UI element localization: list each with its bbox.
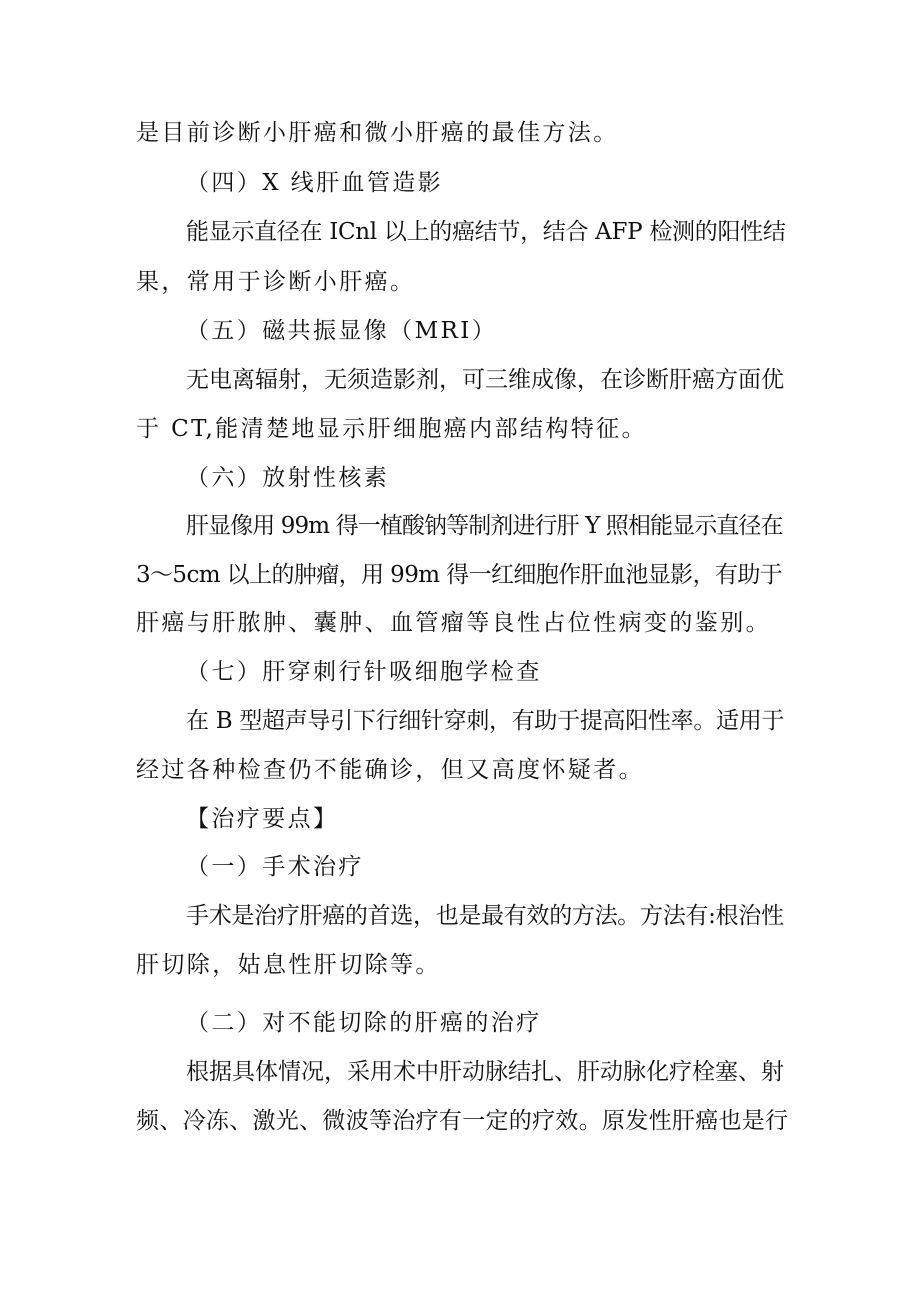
section-heading-surgery: （一）手术治疗: [186, 854, 364, 880]
paragraph-line: 在 B 型超声导引下行细针穿刺，有助于提高阳性率。适用于: [186, 708, 785, 734]
paragraph-line: 是目前诊断小肝癌和微小肝癌的最佳方法。: [136, 120, 619, 146]
paragraph-line: 肝显像用 99m 得一植酸钠等制剂进行肝 Y 照相能显示直径在: [186, 513, 783, 539]
paragraph-line: 果，常用于诊断小肝癌。: [136, 269, 416, 295]
paragraph-line: 频、冷冻、激光、微波等治疗有一定的疗效。原发性肝癌也是行: [136, 1108, 789, 1134]
paragraph-line: 肝癌与肝脓肿、囊肿、血管瘤等良性占位性病变的鉴别。: [136, 610, 771, 636]
paragraph-line: 肝切除，姑息性肝切除等。: [136, 952, 441, 978]
section-heading-unresectable: （二）对不能切除的肝癌的治疗: [186, 1010, 542, 1036]
paragraph-line: 经过各种检查仍不能确诊，但又高度怀疑者。: [136, 757, 644, 783]
section-heading-mri: （五）磁共振显像（MRI）: [186, 318, 498, 344]
paragraph-line: 无电离辐射，无须造影剂，可三维成像，在诊断肝癌方面优: [186, 367, 784, 393]
paragraph-line: 手术是治疗肝癌的首选，也是最有效的方法。方法有:根治性: [186, 903, 784, 929]
section-heading-biopsy: （七）肝穿刺行针吸细胞学检查: [186, 659, 542, 685]
paragraph-line: 能显示直径在 ICnl 以上的癌结节，结合 AFP 检测的阳性结: [186, 219, 786, 245]
paragraph-line: 于 CT,能清楚地显示肝细胞癌内部结构特征。: [136, 416, 647, 442]
section-heading-x-ray: （四）X 线肝血管造影: [186, 170, 444, 196]
section-heading-treatment: 【治疗要点】: [186, 806, 339, 832]
paragraph-line: 根据具体情况，采用术中肝动脉结扎、肝动脉化疗栓塞、射: [186, 1059, 784, 1085]
paragraph-line: 3～5cm 以上的肿瘤，用 99m 得一红细胞作肝血池显影，有助于: [136, 562, 783, 588]
section-heading-radionuclide: （六）放射性核素: [186, 465, 390, 491]
